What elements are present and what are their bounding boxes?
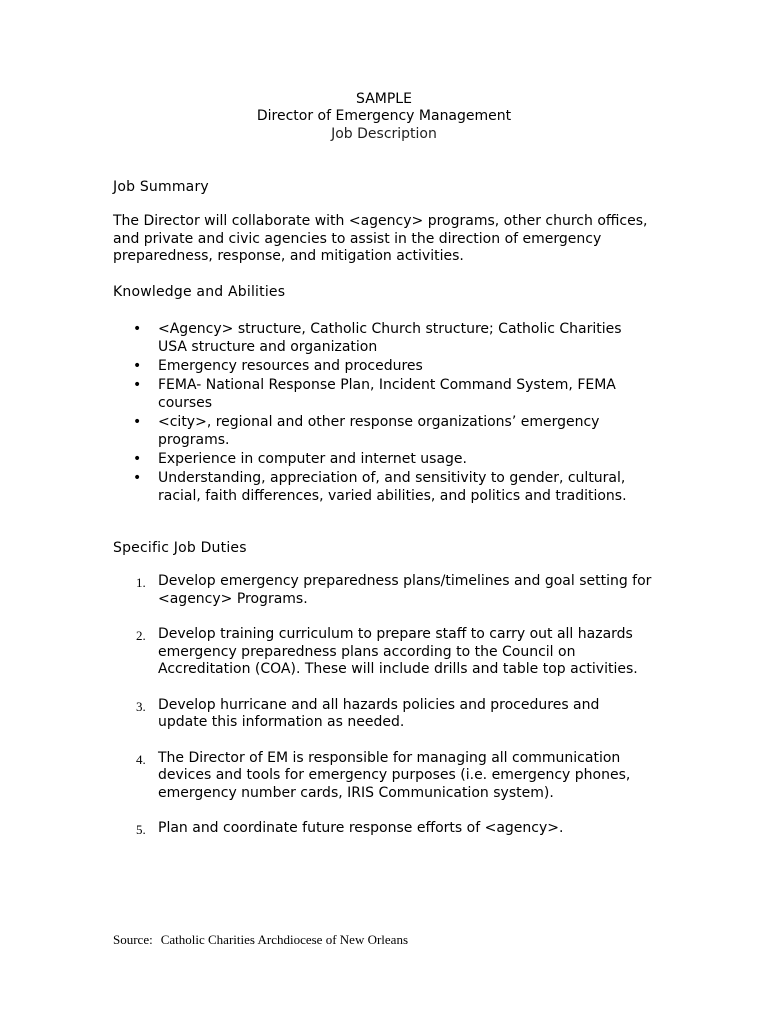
- list-item-text: Emergency resources and procedures: [158, 358, 423, 374]
- list-item: [113, 750, 653, 803]
- bullet-icon: •: [133, 321, 142, 337]
- list-item-text: Plan and coordinate future response efforts of <agency>.: [158, 820, 564, 836]
- list-number: 5.: [136, 822, 146, 837]
- source-citation: [113, 931, 408, 948]
- sample-label: SAMPLE: [356, 91, 412, 107]
- list-item: [113, 450, 653, 468]
- list-item-text: Develop emergency preparedness plans/timelines and goal setting for <agency> Programs.: [158, 573, 652, 607]
- list-item-text: Experience in computer and internet usage.: [158, 451, 467, 467]
- list-item-text: FEMA- National Response Plan, Incident Command System, FEMA courses: [158, 377, 616, 411]
- document-title: Director of Emergency Management: [256, 108, 512, 124]
- list-item: [113, 376, 653, 412]
- bullet-icon: •: [133, 470, 142, 486]
- bullet-icon: •: [133, 377, 142, 393]
- list-item-text: The Director of EM is responsible for managing all communication devices and tools for emergency purposes (i.e. emergency phones, emergency number cards, IRIS Communication system).: [158, 749, 631, 801]
- list-item: [113, 820, 653, 838]
- source-text: Catholic Charities Archdiocese of New Orleans: [160, 932, 409, 947]
- list-number: 3.: [136, 698, 146, 714]
- list-item: [113, 413, 653, 449]
- list-item-text: Develop hurricane and all hazards policies and procedures and update this information as needed.: [158, 696, 600, 730]
- bullet-icon: •: [133, 451, 142, 467]
- list-item: [113, 626, 653, 679]
- list-number: 4.: [136, 751, 146, 767]
- list-item-text: <city>, regional and other response organizations’ emergency programs.: [158, 414, 600, 448]
- list-item: [113, 357, 653, 375]
- duties-heading: Specific Job Duties: [113, 540, 247, 556]
- job-summary-heading: Job Summary: [113, 179, 209, 195]
- list-item: [113, 697, 653, 732]
- source-label: Source:: [113, 932, 153, 947]
- list-item-text: Develop training curriculum to prepare staff to carry out all hazards emergency preparedness plans according to the Council on Accreditation (COA). These will include drills and table top activities.: [158, 626, 638, 677]
- list-item: [113, 573, 653, 608]
- list-item-text: <Agency> structure, Catholic Church structure; Catholic Charities USA structure and organization: [158, 321, 622, 355]
- list-item-text: Understanding, appreciation of, and sensitivity to gender, cultural, racial, faith differences, varied abilities, and politics and traditions.: [158, 470, 627, 504]
- bullet-icon: •: [133, 414, 142, 430]
- list-number: 1.: [136, 575, 146, 590]
- knowledge-list: [113, 320, 653, 506]
- list-number: 2.: [136, 628, 146, 643]
- document-subtitle: Job Description: [331, 126, 437, 142]
- bullet-icon: •: [133, 358, 142, 374]
- knowledge-heading: Knowledge and Abilities: [113, 284, 286, 300]
- list-item: [113, 320, 653, 356]
- duties-list: [113, 573, 653, 856]
- job-summary-text: The Director will collaborate with <agency> programs, other church offices, and private and civic agencies to assist in the direction of emergency preparedness, response, and mitigation activities.: [113, 213, 648, 264]
- list-item: [113, 469, 653, 505]
